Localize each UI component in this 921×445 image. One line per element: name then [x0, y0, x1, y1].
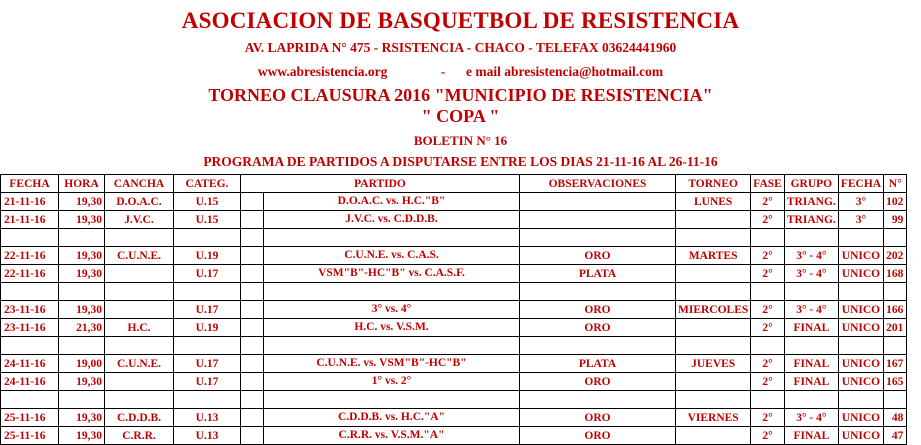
cell-observaciones [520, 337, 676, 355]
cell-categ: U.17 [174, 265, 241, 283]
cell-cancha [105, 265, 174, 283]
cell-grupo: TRIANG. [784, 211, 838, 229]
cell-partido [241, 193, 520, 211]
website-link[interactable]: www.abresistencia.org [257, 64, 388, 79]
col-header-partido: PARTIDO [241, 175, 520, 193]
cell-torneo [676, 391, 751, 409]
col-header-grupo: GRUPO [784, 175, 838, 193]
cell-fecha-number: UNICO [838, 409, 883, 427]
cell-categ [174, 391, 241, 409]
cell-hora: 19,30 [59, 301, 105, 319]
cell-grupo: 3° - 4° [784, 265, 838, 283]
cell-fecha-number: UNICO [838, 301, 883, 319]
cell-fecha: 24-11-16 [1, 373, 59, 391]
cell-hora: 19,30 [59, 247, 105, 265]
cell-match-number [884, 283, 907, 301]
cell-cancha: C.R.R. [105, 427, 174, 445]
cell-fecha-number: UNICO [838, 427, 883, 445]
col-header-cancha: CANCHA [105, 175, 174, 193]
match-text: C.R.R. vs. V.S.M."A" [338, 429, 445, 441]
cell-cancha [105, 283, 174, 301]
cell-fecha: 23-11-16 [1, 319, 59, 337]
cell-fecha: 21-11-16 [1, 193, 59, 211]
cell-grupo: TRIANG. [784, 193, 838, 211]
cell-cancha: H.C. [105, 319, 174, 337]
match-text [264, 337, 519, 354]
match-text [264, 229, 519, 246]
cell-torneo: LUNES [676, 193, 751, 211]
cell-fecha [1, 337, 59, 355]
cell-fecha: 22-11-16 [1, 265, 59, 283]
cell-cancha: C.U.N.E. [105, 247, 174, 265]
cell-grupo: 3° - 4° [784, 247, 838, 265]
cell-observaciones [520, 193, 676, 211]
email-link[interactable]: e mail abresistencia@hotmail.com [465, 64, 664, 79]
cell-match-number: 165 [884, 373, 907, 391]
cell-partido [241, 409, 520, 427]
spacer-row [1, 391, 907, 409]
cell-match-number: 167 [884, 355, 907, 373]
cell-hora: 19,00 [59, 355, 105, 373]
cell-fecha-number: UNICO [838, 373, 883, 391]
schedule-table [0, 174, 907, 445]
cell-fase [751, 229, 785, 247]
cell-match-number: 166 [884, 301, 907, 319]
cell-fase: 2° [751, 265, 785, 283]
table-header-row [1, 175, 907, 193]
cell-partido [241, 427, 520, 445]
cell-partido [241, 211, 520, 229]
col-header-fecha-number: FECHA [838, 175, 883, 193]
spacer-row [1, 283, 907, 301]
cell-fecha: 23-11-16 [1, 301, 59, 319]
cell-hora [59, 283, 105, 301]
cell-match-number: 168 [884, 265, 907, 283]
cell-fecha: 21-11-16 [1, 211, 59, 229]
page-title: ASOCIACION DE BASQUETBOL DE RESISTENCIA [181, 8, 740, 33]
cell-categ: U.17 [174, 355, 241, 373]
cell-categ: U.19 [174, 319, 241, 337]
match-text: C.D.D.B. vs. H.C."A" [337, 411, 445, 423]
cell-grupo [784, 391, 838, 409]
cell-categ [174, 283, 241, 301]
cell-match-number: 99 [884, 211, 907, 229]
cell-fecha-number [838, 337, 883, 355]
cell-torneo [676, 283, 751, 301]
cell-fecha-number: 3° [838, 193, 883, 211]
cell-cancha [105, 391, 174, 409]
cell-hora [59, 229, 105, 247]
cell-torneo [676, 229, 751, 247]
match-text: H.C. vs. V.S.M. [354, 321, 429, 333]
cell-hora [59, 337, 105, 355]
cell-torneo [676, 319, 751, 337]
cell-grupo [784, 229, 838, 247]
table-row [1, 373, 907, 391]
cell-partido [241, 283, 520, 301]
spacer-row [1, 229, 907, 247]
match-text [264, 391, 519, 408]
cell-categ: U.17 [174, 301, 241, 319]
cell-fase: 2° [751, 355, 785, 373]
cell-categ: U.15 [174, 193, 241, 211]
cell-cancha: C.U.N.E. [105, 355, 174, 373]
cell-fecha [1, 391, 59, 409]
cell-fase: 2° [751, 427, 785, 445]
match-text [264, 283, 519, 300]
cell-fecha: 22-11-16 [1, 247, 59, 265]
cell-match-number [884, 229, 907, 247]
contact-line [0, 64, 921, 80]
cell-observaciones: ORO [520, 409, 676, 427]
cell-partido [241, 391, 520, 409]
cell-categ: U.13 [174, 409, 241, 427]
cell-fecha-number: UNICO [838, 247, 883, 265]
table-row [1, 409, 907, 427]
cell-categ: U.17 [174, 373, 241, 391]
table-row [1, 427, 907, 445]
cell-grupo: FINAL [784, 355, 838, 373]
cell-observaciones: ORO [520, 247, 676, 265]
col-header-fase: FASE [751, 175, 785, 193]
cell-fecha: 25-11-16 [1, 427, 59, 445]
table-row [1, 211, 907, 229]
cell-observaciones [520, 211, 676, 229]
table-row [1, 265, 907, 283]
cell-grupo: 3° - 4° [784, 301, 838, 319]
cell-torneo [676, 427, 751, 445]
cell-partido [241, 337, 520, 355]
cell-match-number: 102 [884, 193, 907, 211]
match-text: J.V.C. vs. C.D.D.B. [345, 213, 438, 225]
cell-fase [751, 337, 785, 355]
cell-torneo [676, 265, 751, 283]
col-header-match-number: N° [884, 175, 907, 193]
cell-observaciones: ORO [520, 427, 676, 445]
cell-match-number: 47 [884, 427, 907, 445]
cell-grupo [784, 337, 838, 355]
cell-categ: U.19 [174, 247, 241, 265]
match-text: VSM"B"-HC"B" vs. C.A.S.F. [318, 267, 465, 279]
cell-torneo [676, 211, 751, 229]
table-row [1, 193, 907, 211]
cell-fecha-number: UNICO [838, 265, 883, 283]
cell-observaciones: PLATA [520, 355, 676, 373]
cell-observaciones: PLATA [520, 265, 676, 283]
cell-observaciones [520, 229, 676, 247]
cell-grupo: FINAL [784, 373, 838, 391]
cell-partido [241, 247, 520, 265]
cell-fecha-number [838, 229, 883, 247]
schedule-heading: PROGRAMA DE PARTIDOS A DISPUTARSE ENTRE LOS DIAS 21-11-16 AL 26-11-16 [203, 154, 718, 169]
cell-fase: 2° [751, 319, 785, 337]
cell-categ: U.15 [174, 211, 241, 229]
cell-hora: 19,30 [59, 211, 105, 229]
cell-torneo [676, 337, 751, 355]
cell-fecha-number [838, 391, 883, 409]
cell-cancha [105, 301, 174, 319]
cell-grupo: FINAL [784, 319, 838, 337]
cell-grupo [784, 283, 838, 301]
cell-observaciones: ORO [520, 319, 676, 337]
address-line: AV. LAPRIDA N° 475 - RSISTENCIA - CHACO - TELEFAX 03624441960 [244, 40, 677, 55]
cell-hora [59, 391, 105, 409]
cell-cancha: C.D.D.B. [105, 409, 174, 427]
cell-match-number [884, 337, 907, 355]
cell-match-number: 202 [884, 247, 907, 265]
cell-fase: 2° [751, 247, 785, 265]
cell-fecha [1, 283, 59, 301]
cell-cancha: J.V.C. [105, 211, 174, 229]
cell-categ: U.13 [174, 427, 241, 445]
cell-fecha: 25-11-16 [1, 409, 59, 427]
table-row [1, 247, 907, 265]
cell-grupo: FINAL [784, 427, 838, 445]
cell-cancha [105, 337, 174, 355]
table-row [1, 355, 907, 373]
cell-hora: 19,30 [59, 265, 105, 283]
cell-fase: 2° [751, 193, 785, 211]
cell-hora: 19,30 [59, 409, 105, 427]
match-text: C.U.N.E. vs. VSM"B"-HC"B" [316, 357, 467, 369]
contact-separator: - [440, 64, 446, 79]
table-row [1, 319, 907, 337]
match-text: D.O.A.C. vs. H.C."B" [337, 195, 446, 207]
cell-fecha-number [838, 283, 883, 301]
table-row [1, 301, 907, 319]
cell-match-number [884, 391, 907, 409]
cell-fase: 2° [751, 301, 785, 319]
cell-partido [241, 301, 520, 319]
cell-fase [751, 283, 785, 301]
cell-fecha-number: UNICO [838, 355, 883, 373]
cell-categ [174, 229, 241, 247]
cell-torneo: MIERCOLES [676, 301, 751, 319]
cell-categ [174, 337, 241, 355]
match-text: 1° vs. 2° [371, 375, 412, 387]
cell-cancha [105, 229, 174, 247]
cell-cancha: D.O.A.C. [105, 193, 174, 211]
col-header-fecha: FECHA [1, 175, 59, 193]
cell-partido [241, 265, 520, 283]
cell-torneo: MARTES [676, 247, 751, 265]
col-header-categ: CATEG. [174, 175, 241, 193]
col-header-observaciones: OBSERVACIONES [520, 175, 676, 193]
cell-fase: 2° [751, 211, 785, 229]
cell-torneo [676, 373, 751, 391]
col-header-torneo: TORNEO [676, 175, 751, 193]
cell-observaciones [520, 391, 676, 409]
cell-observaciones: ORO [520, 373, 676, 391]
cell-partido [241, 229, 520, 247]
cell-partido [241, 373, 520, 391]
cell-hora: 19,30 [59, 193, 105, 211]
cell-fecha-number: UNICO [838, 319, 883, 337]
cell-match-number: 48 [884, 409, 907, 427]
cell-partido [241, 319, 520, 337]
cell-fecha [1, 229, 59, 247]
cell-observaciones [520, 283, 676, 301]
cell-fase: 2° [751, 409, 785, 427]
cell-hora: 19,30 [59, 427, 105, 445]
cell-observaciones: ORO [520, 301, 676, 319]
col-header-hora: HORA [59, 175, 105, 193]
cell-match-number: 201 [884, 319, 907, 337]
cell-cancha [105, 373, 174, 391]
spacer-row [1, 337, 907, 355]
cell-hora: 19,30 [59, 373, 105, 391]
copa-title: " COPA " [421, 106, 500, 126]
cell-torneo: JUEVES [676, 355, 751, 373]
cell-partido [241, 355, 520, 373]
cell-grupo: 3° - 4° [784, 409, 838, 427]
cell-hora: 21,30 [59, 319, 105, 337]
cell-fase: 2° [751, 373, 785, 391]
cell-fase [751, 391, 785, 409]
match-text: 3° vs. 4° [371, 303, 412, 315]
cell-torneo: VIERNES [676, 409, 751, 427]
cell-fecha: 24-11-16 [1, 355, 59, 373]
match-text: C.U.N.E. vs. C.A.S. [344, 249, 439, 261]
tournament-title: TORNEO CLAUSURA 2016 "MUNICIPIO DE RESISTENCIA" [208, 85, 713, 105]
cell-fecha-number: 3° [838, 211, 883, 229]
boletin-number: BOLETIN N° 16 [413, 133, 508, 148]
